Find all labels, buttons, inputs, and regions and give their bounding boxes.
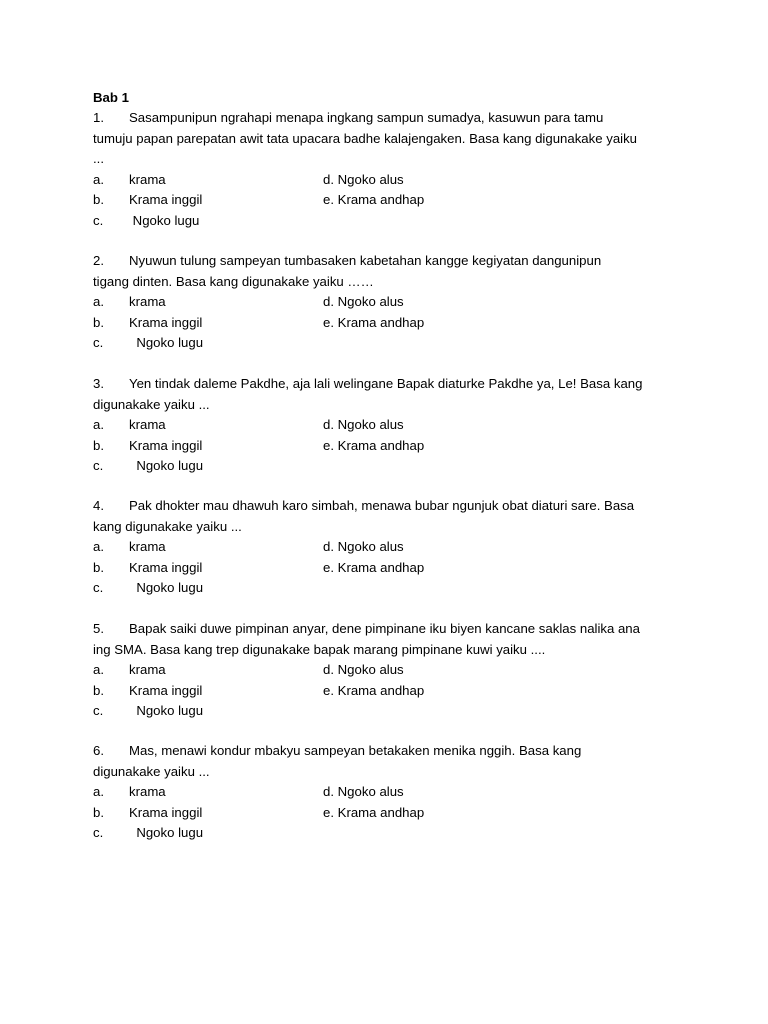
option-text: Krama inggil xyxy=(129,192,203,207)
option-letter: c. xyxy=(93,212,104,228)
option-letter: a. xyxy=(93,417,104,432)
option-letter: a. xyxy=(93,784,104,799)
option-letter: c. xyxy=(93,703,104,718)
question-line xyxy=(93,741,683,762)
option-text-right: d. Ngoko alus xyxy=(323,171,404,187)
question-text: ... xyxy=(93,151,104,166)
option-row xyxy=(93,537,683,558)
option-text: krama xyxy=(129,171,166,187)
question-text: Yen tindak daleme Pakdhe, aja lali welingane Bapak diaturke Pakdhe ya, Le! Basa kang xyxy=(129,376,643,391)
option-letter: c. xyxy=(93,825,104,840)
option-letter: b. xyxy=(93,559,104,575)
question-block xyxy=(93,251,683,354)
question-number: 4. xyxy=(93,498,104,513)
question-line xyxy=(93,149,683,170)
option-text: krama xyxy=(129,417,166,432)
option-text: Ngoko lugu xyxy=(129,580,204,595)
option-text-right: e. Krama andhap xyxy=(323,559,425,575)
question-text: tigang dinten. Basa kang digunakake yaiku …… xyxy=(93,273,374,289)
option-text: Ngoko lugu xyxy=(129,458,204,473)
option-letter: b. xyxy=(93,437,104,453)
question-line xyxy=(93,251,683,272)
question-line xyxy=(93,395,683,416)
option-text: Ngoko lugu xyxy=(129,212,200,228)
question-text: kang digunakake yaiku ... xyxy=(93,518,242,534)
question-line xyxy=(93,762,683,783)
question-block xyxy=(93,496,683,599)
question-line xyxy=(93,272,683,293)
option-row xyxy=(93,558,683,579)
option-text-right: d. Ngoko alus xyxy=(323,294,404,309)
option-letter: c. xyxy=(93,458,104,473)
option-row xyxy=(93,681,683,702)
option-letter: a. xyxy=(93,539,104,554)
option-text-right: e. Krama andhap xyxy=(323,192,425,207)
option-row xyxy=(93,170,683,191)
question-text: Mas, menawi kondur mbakyu sampeyan betakaken menika nggih. Basa kang xyxy=(129,743,582,758)
option-text: krama xyxy=(129,294,166,309)
question-number: 2. xyxy=(93,253,104,268)
question-text: Sasampunipun ngrahapi menapa ingkang sampun sumadya, kasuwun para tamu xyxy=(129,110,604,125)
question-text: digunakake yaiku ... xyxy=(93,396,210,412)
option-text-right: e. Krama andhap xyxy=(323,437,425,453)
option-text: Krama inggil xyxy=(129,804,203,820)
question-text: tumuju papan parepatan awit tata upacara badhe kalajengaken. Basa kang digunakake yaiku xyxy=(93,130,638,146)
option-text: Krama inggil xyxy=(129,682,203,698)
question-block xyxy=(93,108,683,231)
option-text-right: d. Ngoko alus xyxy=(323,784,404,799)
question-text: ing SMA. Basa kang trep digunakake bapak marang pimpinane kuwi yaiku .... xyxy=(93,641,546,657)
option-row xyxy=(93,211,683,232)
option-row xyxy=(93,313,683,334)
option-row xyxy=(93,333,683,354)
option-letter: a. xyxy=(93,294,104,309)
question-line xyxy=(93,517,683,538)
option-letter: a. xyxy=(93,662,104,677)
question-block xyxy=(93,619,683,722)
option-text-right: e. Krama andhap xyxy=(323,682,425,698)
option-letter: a. xyxy=(93,171,104,187)
option-row xyxy=(93,823,683,844)
page-title: Bab 1 xyxy=(93,90,129,105)
option-row xyxy=(93,415,683,436)
question-line xyxy=(93,640,683,661)
question-line xyxy=(93,108,683,129)
option-text-right: d. Ngoko alus xyxy=(323,662,404,677)
question-number: 1. xyxy=(93,110,104,125)
option-row xyxy=(93,660,683,681)
question-number: 3. xyxy=(93,376,104,391)
question-line xyxy=(93,619,683,640)
question-text: digunakake yaiku ... xyxy=(93,763,210,779)
option-row xyxy=(93,803,683,824)
option-row xyxy=(93,701,683,722)
question-line xyxy=(93,374,683,395)
question-number: 6. xyxy=(93,743,104,758)
option-text-right: e. Krama andhap xyxy=(323,314,425,330)
option-text: krama xyxy=(129,662,166,677)
option-text: Ngoko lugu xyxy=(129,703,204,718)
option-row xyxy=(93,578,683,599)
option-text-right: e. Krama andhap xyxy=(323,804,425,820)
option-letter: b. xyxy=(93,682,104,698)
question-block xyxy=(93,741,683,844)
option-text: Krama inggil xyxy=(129,314,203,330)
option-text: Ngoko lugu xyxy=(129,825,204,840)
option-text: krama xyxy=(129,539,166,554)
option-text-right: d. Ngoko alus xyxy=(323,539,404,554)
option-letter: b. xyxy=(93,192,104,207)
option-text: krama xyxy=(129,784,166,799)
option-letter: b. xyxy=(93,804,104,820)
option-letter: c. xyxy=(93,335,104,350)
option-row xyxy=(93,436,683,457)
option-row xyxy=(93,292,683,313)
question-line xyxy=(93,129,683,150)
question-text: Pak dhokter mau dhawuh karo simbah, menawa bubar ngunjuk obat diaturi sare. Basa xyxy=(129,498,635,513)
option-row xyxy=(93,456,683,477)
option-row xyxy=(93,782,683,803)
option-text-right: d. Ngoko alus xyxy=(323,417,404,432)
option-letter: b. xyxy=(93,314,104,330)
option-text: Krama inggil xyxy=(129,559,203,575)
question-block xyxy=(93,374,683,477)
question-line xyxy=(93,496,683,517)
question-text: Nyuwun tulung sampeyan tumbasaken kabetahan kangge kegiyatan dangunipun xyxy=(129,253,602,268)
option-text: Ngoko lugu xyxy=(129,335,204,350)
question-number: 5. xyxy=(93,621,104,636)
option-text: Krama inggil xyxy=(129,437,203,453)
question-text: Bapak saiki duwe pimpinan anyar, dene pimpinane iku biyen kancane saklas nalika ana xyxy=(129,621,640,636)
option-letter: c. xyxy=(93,580,104,595)
option-row xyxy=(93,190,683,211)
